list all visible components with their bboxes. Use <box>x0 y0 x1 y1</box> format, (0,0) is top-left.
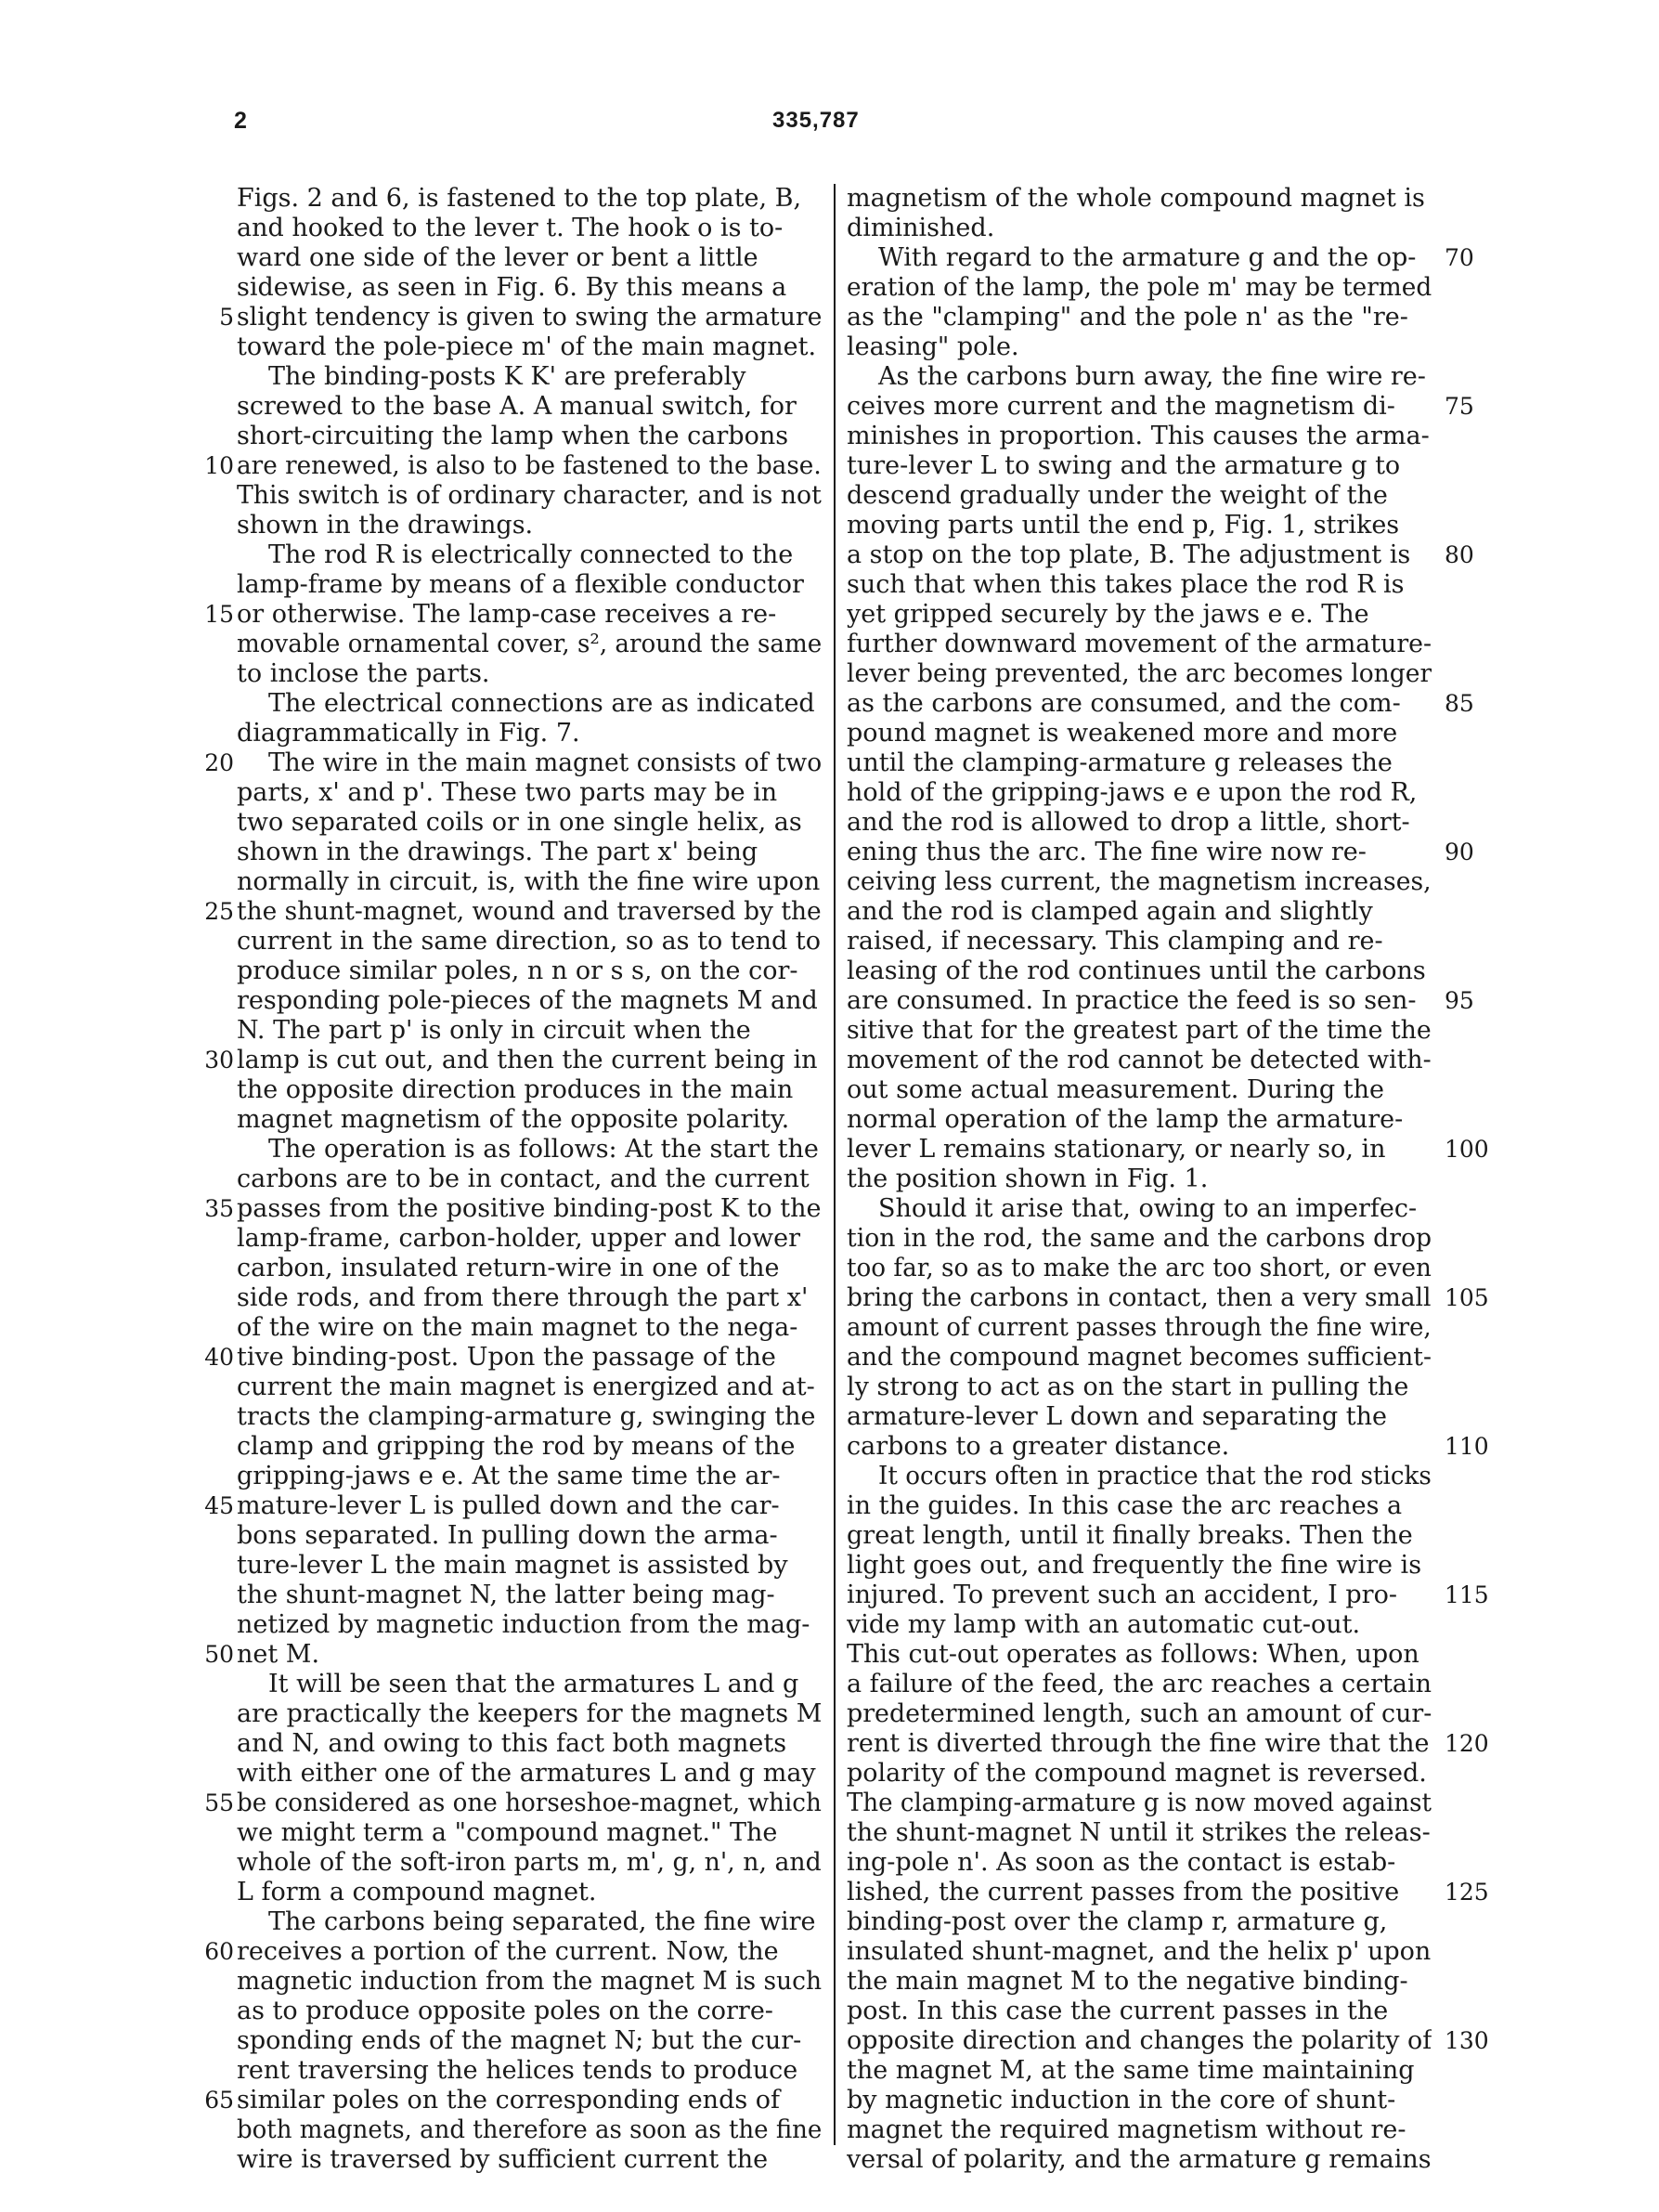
text-line <box>847 1967 1432 1997</box>
text-line <box>847 778 1432 808</box>
text-line <box>237 2056 822 2086</box>
text-line-content: bons separated. In pulling down the arma- <box>237 1521 778 1550</box>
text-line <box>847 927 1432 956</box>
text-line <box>237 1105 822 1135</box>
text-line <box>847 1818 1432 1848</box>
text-line <box>847 481 1432 511</box>
text-line <box>237 481 822 511</box>
text-line <box>237 689 822 719</box>
text-line <box>847 511 1432 540</box>
text-line-content: as to produce opposite poles on the corre- <box>237 1997 773 2025</box>
column-divider <box>834 184 836 2145</box>
text-line-content: magnetism of the whole compound magnet is <box>847 184 1425 213</box>
text-line-content: shown in the drawings. The part x' being <box>237 838 758 866</box>
text-line <box>847 1462 1432 1491</box>
text-line <box>237 630 822 659</box>
text-line-content: binding-post over the clamp r, armature g, <box>847 1907 1388 1936</box>
text-line <box>237 540 822 570</box>
text-line-content: and the compound magnet becomes sufficient- <box>847 1343 1432 1372</box>
text-line-content: The electrical connections are as indicated <box>268 689 815 718</box>
text-line-content: yet gripped securely by the jaws e e. The <box>847 600 1369 629</box>
text-line <box>237 1046 822 1075</box>
text-line <box>237 332 822 362</box>
text-line <box>237 1402 822 1432</box>
text-line-content: tive binding-post. Upon the passage of the <box>237 1343 776 1372</box>
text-line-content: whole of the soft-iron parts m, m', g, n', n, and <box>237 1848 822 1877</box>
text-line-content: light goes out, and frequently the fine wire is <box>847 1551 1422 1580</box>
text-line-content: as the "clamping" and the pole n' as the "re- <box>847 303 1408 332</box>
margin-line-number: 5 <box>219 304 234 331</box>
text-line-content: tracts the clamping-armature g, swinging the <box>237 1402 816 1431</box>
text-line <box>237 1759 822 1789</box>
text-line <box>847 1046 1432 1075</box>
text-line-content: shown in the drawings. <box>237 511 534 540</box>
text-line <box>847 243 1432 273</box>
text-line-content: great length, until it finally breaks. Then the <box>847 1521 1413 1550</box>
text-line-content: similar poles on the corresponding ends of <box>237 2086 781 2114</box>
text-line <box>847 1135 1432 1165</box>
text-line <box>237 273 822 303</box>
text-line <box>237 867 822 897</box>
text-line-content: net M. <box>237 1640 320 1669</box>
text-line <box>847 1313 1432 1343</box>
text-line-content: N. The part p' is only in circuit when the <box>237 1016 751 1045</box>
text-line-content: lamp-frame by means of a flexible conductor <box>237 570 804 599</box>
text-line-content: ing-pole n'. As soon as the contact is estab- <box>847 1848 1396 1877</box>
text-line-content: mature-lever L is pulled down and the car- <box>237 1491 780 1520</box>
text-line-content: lever L remains stationary, or nearly so, in <box>847 1135 1386 1164</box>
text-line <box>237 1699 822 1729</box>
margin-line-number: 90 <box>1445 839 1474 865</box>
text-line-content: pound magnet is weakened more and more <box>847 719 1398 748</box>
text-line <box>847 1581 1432 1610</box>
text-line <box>237 2145 822 2175</box>
text-line-content: leasing" pole. <box>847 332 1019 361</box>
text-line-content: parts, x' and p'. These two parts may be in <box>237 778 778 807</box>
text-line <box>237 1967 822 1997</box>
margin-line-number: 50 <box>204 1641 234 1668</box>
text-line-content: slight tendency is given to swing the armature <box>237 303 822 332</box>
margin-line-number: 40 <box>204 1344 234 1371</box>
text-line-content: magnetic induction from the magnet M is such <box>237 1967 822 1996</box>
text-line-content: polarity of the compound magnet is reversed. <box>847 1759 1427 1788</box>
patent-number: 335,787 <box>772 108 860 133</box>
text-line <box>237 1165 822 1194</box>
text-line-content: moving parts until the end p, Fig. 1, strikes <box>847 511 1400 540</box>
text-line-content: ceives more current and the magnetism di- <box>847 392 1395 421</box>
text-line-content: clamp and gripping the rod by means of the <box>237 1432 796 1461</box>
text-line <box>847 1551 1432 1581</box>
text-line-content: too far, so as to make the arc too short, or even <box>847 1254 1432 1282</box>
text-line <box>847 1670 1432 1699</box>
text-line <box>847 332 1432 362</box>
text-line-content: are renewed, is also to be fastened to the base. <box>237 451 822 480</box>
text-line-content: two separated coils or in one single helix, as <box>237 808 802 837</box>
margin-line-number: 130 <box>1445 2027 1489 2054</box>
text-line-content: the position shown in Fig. 1. <box>847 1165 1209 1193</box>
text-line-content: we might term a "compound magnet." The <box>237 1818 778 1847</box>
text-line-content: Should it arise that, owing to an imperfec- <box>878 1194 1418 1223</box>
text-line <box>847 808 1432 838</box>
text-line <box>847 303 1432 332</box>
text-line <box>847 1105 1432 1135</box>
text-line-content: in the guides. In this case the arc reaches a <box>847 1491 1403 1520</box>
text-line <box>847 659 1432 689</box>
text-line-content: or otherwise. The lamp-case receives a re- <box>237 600 777 629</box>
text-line <box>237 1313 822 1343</box>
text-line <box>237 1135 822 1165</box>
text-line <box>847 2056 1432 2086</box>
text-line-content: responding pole-pieces of the magnets M and <box>237 986 818 1015</box>
text-line <box>237 422 822 451</box>
text-line-content: short-circuiting the lamp when the carbons <box>237 422 789 450</box>
text-line <box>237 986 822 1016</box>
text-line <box>237 184 822 214</box>
text-line <box>237 1462 822 1491</box>
margin-line-number: 110 <box>1445 1433 1489 1460</box>
text-line-content: This switch is of ordinary character, and is not <box>237 481 822 510</box>
text-line <box>847 1432 1432 1462</box>
text-line-content: versal of polarity, and the armature g remains <box>847 2145 1432 2174</box>
text-line <box>847 2026 1432 2056</box>
text-line-content: insulated shunt-magnet, and the helix p' upon <box>847 1937 1432 1966</box>
margin-line-number: 25 <box>204 898 234 925</box>
text-line-content: ly strong to act as on the start in pulling the <box>847 1373 1409 1401</box>
text-line-content: ture-lever L the main magnet is assisted by <box>237 1551 788 1580</box>
text-line-content: receives a portion of the current. Now, the <box>237 1937 779 1966</box>
text-line <box>847 1610 1432 1640</box>
text-line <box>847 1907 1432 1937</box>
text-line-content: current in the same direction, so as to tend to <box>237 927 821 956</box>
margin-line-number: 120 <box>1445 1730 1489 1757</box>
text-line-content: The binding-posts K K' are preferably <box>268 362 746 391</box>
right-text-column <box>847 184 1432 2174</box>
text-line <box>237 897 822 927</box>
left-text-column <box>237 184 822 2174</box>
text-line-content: lished, the current passes from the positive <box>847 1878 1400 1906</box>
text-line-content: side rods, and from there through the part x' <box>237 1283 809 1312</box>
margin-line-number: 35 <box>204 1195 234 1222</box>
text-line-content: the opposite direction produces in the main <box>237 1075 794 1104</box>
text-line <box>237 1818 822 1848</box>
text-line <box>847 1789 1432 1818</box>
text-line-content: descend gradually under the weight of the <box>847 481 1388 510</box>
text-line-content: screwed to the base A. A manual switch, for <box>237 392 797 421</box>
text-line-content: minishes in proportion. This causes the arma- <box>847 422 1430 450</box>
text-line <box>847 719 1432 748</box>
text-line-content: the shunt-magnet N, the latter being mag- <box>237 1581 775 1609</box>
text-line-content: magnet magnetism of the opposite polarity. <box>237 1105 790 1134</box>
text-line <box>847 1224 1432 1254</box>
text-line-content: The clamping-armature g is now moved against <box>847 1789 1432 1817</box>
text-line <box>847 1075 1432 1105</box>
text-line <box>237 1016 822 1046</box>
text-line-content: produce similar poles, n n or s s, on the cor- <box>237 956 798 985</box>
text-line <box>847 1283 1432 1313</box>
text-line-content: ening thus the arc. The fine wire now re- <box>847 838 1367 866</box>
text-line <box>847 600 1432 630</box>
text-line <box>237 392 822 422</box>
margin-line-number: 15 <box>204 601 234 628</box>
text-line <box>237 927 822 956</box>
text-line-content: until the clamping-armature g releases the <box>847 748 1393 777</box>
text-line <box>847 392 1432 422</box>
text-line <box>237 838 822 867</box>
text-line <box>847 1729 1432 1759</box>
text-line-content: of the wire on the main magnet to the nega- <box>237 1313 798 1342</box>
text-line <box>847 184 1432 214</box>
text-line-content: The carbons being separated, the fine wire <box>268 1907 816 1936</box>
text-line <box>237 1373 822 1402</box>
text-line-content: the main magnet M to the negative binding- <box>847 1967 1408 1996</box>
text-line-content: normal operation of the lamp the armature- <box>847 1105 1404 1134</box>
text-line-content: eration of the lamp, the pole m' may be termed <box>847 273 1432 302</box>
text-line-content: and hooked to the lever t. The hook o is to- <box>237 214 784 242</box>
text-line-content: rent traversing the helices tends to produce <box>237 2056 798 2085</box>
text-line-content: vide my lamp with an automatic cut-out. <box>847 1610 1361 1639</box>
text-line <box>847 1254 1432 1283</box>
text-line <box>847 2086 1432 2115</box>
margin-line-number: 125 <box>1445 1879 1489 1906</box>
text-line <box>237 2026 822 2056</box>
text-line-content: movable ornamental cover, s², around the same <box>237 630 822 658</box>
text-line <box>237 778 822 808</box>
text-line <box>237 719 822 748</box>
text-line-content: by magnetic induction in the core of shunt- <box>847 2086 1396 2114</box>
text-line-content: hold of the gripping-jaws e e upon the rod R, <box>847 778 1418 807</box>
text-line-content: amount of current passes through the fine wire, <box>847 1313 1432 1342</box>
text-line <box>847 748 1432 778</box>
text-line-content: magnet the required magnetism without re- <box>847 2115 1406 2144</box>
text-line <box>237 1610 822 1640</box>
text-line-content: It occurs often in practice that the rod sticks <box>878 1462 1432 1490</box>
text-line <box>237 808 822 838</box>
text-line <box>237 570 822 600</box>
text-line-content: diminished. <box>847 214 995 242</box>
text-line-content: lamp-frame, carbon-holder, upper and lower <box>237 1224 800 1253</box>
margin-line-number: 65 <box>204 2087 234 2114</box>
text-line <box>237 2086 822 2115</box>
text-line <box>237 1194 822 1224</box>
text-line <box>847 362 1432 392</box>
text-line <box>847 838 1432 867</box>
text-line-content: the shunt-magnet N until it strikes the releas- <box>847 1818 1431 1847</box>
text-line <box>237 2115 822 2145</box>
text-line-content: armature-lever L down and separating the <box>847 1402 1387 1431</box>
text-line <box>237 1432 822 1462</box>
text-line-content: sitive that for the greatest part of the time the <box>847 1016 1432 1045</box>
text-line <box>237 1878 822 1907</box>
text-line <box>847 1759 1432 1789</box>
text-line <box>237 748 822 778</box>
text-line <box>847 689 1432 719</box>
text-line <box>847 1194 1432 1224</box>
text-line <box>847 956 1432 986</box>
text-line <box>847 1491 1432 1521</box>
text-line <box>847 897 1432 927</box>
margin-line-number: 45 <box>204 1492 234 1519</box>
text-line <box>237 303 822 332</box>
text-line-content: opposite direction and changes the polarity of <box>847 2026 1432 2055</box>
page-number: 2 <box>234 108 247 134</box>
text-line-content: are consumed. In practice the feed is so sen- <box>847 986 1417 1015</box>
text-line <box>237 1521 822 1551</box>
text-line <box>847 986 1432 1016</box>
text-line <box>237 511 822 540</box>
text-line-content: ceiving less current, the magnetism increases, <box>847 867 1432 896</box>
text-line-content: carbons are to be in contact, and the current <box>237 1165 810 1193</box>
text-line <box>847 1343 1432 1373</box>
margin-line-number: 30 <box>204 1047 234 1073</box>
text-line-content: are practically the keepers for the magnets M <box>237 1699 822 1728</box>
text-line-content: post. In this case the current passes in the <box>847 1997 1389 2025</box>
text-line <box>237 1670 822 1699</box>
text-line-content: a stop on the top plate, B. The adjustment is <box>847 540 1411 569</box>
text-line-content: wire is traversed by sufficient current the <box>237 2145 769 2174</box>
text-line-content: rent is diverted through the fine wire that the <box>847 1729 1430 1758</box>
text-line-content: With regard to the armature g and the op- <box>878 243 1417 272</box>
margin-line-number: 85 <box>1445 690 1474 717</box>
text-line-content: such that when this takes place the rod R is <box>847 570 1405 599</box>
text-line <box>237 1729 822 1759</box>
text-line <box>237 1997 822 2026</box>
text-line-content: to inclose the parts. <box>237 659 490 688</box>
text-line <box>237 1254 822 1283</box>
margin-line-number: 105 <box>1445 1284 1489 1311</box>
text-line <box>237 1789 822 1818</box>
text-line <box>237 362 822 392</box>
text-line-content: tion in the rod, the same and the carbons drop <box>847 1224 1432 1253</box>
text-line-content: movement of the rod cannot be detected with- <box>847 1046 1432 1074</box>
text-line <box>237 451 822 481</box>
text-line-content: carbons to a greater distance. <box>847 1432 1230 1461</box>
text-line-content: The operation is as follows: At the start the <box>268 1135 819 1164</box>
margin-line-number: 115 <box>1445 1581 1489 1608</box>
text-line <box>847 1937 1432 1967</box>
text-line-content: lever being prevented, the arc becomes longer <box>847 659 1432 688</box>
text-line <box>847 1997 1432 2026</box>
text-line-content: out some actual measurement. During the <box>847 1075 1384 1104</box>
text-line-content: a failure of the feed, the arc reaches a certain <box>847 1670 1432 1698</box>
margin-line-number: 95 <box>1445 987 1474 1014</box>
margin-line-number: 60 <box>204 1938 234 1965</box>
text-line-content: ward one side of the lever or bent a little <box>237 243 758 272</box>
text-line <box>847 273 1432 303</box>
text-line <box>847 1165 1432 1194</box>
margin-line-number: 75 <box>1445 393 1474 420</box>
text-line-content: It will be seen that the armatures L and g <box>268 1670 799 1698</box>
text-line-content: netized by magnetic induction from the mag- <box>237 1610 810 1639</box>
text-line <box>237 956 822 986</box>
margin-line-number: 10 <box>204 452 234 479</box>
text-line-content: sponding ends of the magnet N; but the cur- <box>237 2026 802 2055</box>
text-line <box>847 2145 1432 2175</box>
text-line <box>237 1343 822 1373</box>
text-line-content: as the carbons are consumed, and the com- <box>847 689 1401 718</box>
margin-line-number: 80 <box>1445 541 1474 568</box>
text-line <box>847 1373 1432 1402</box>
text-line <box>237 659 822 689</box>
text-line-content: ture-lever L to swing and the armature g to <box>847 451 1401 480</box>
text-line-content: toward the pole-piece m' of the main magnet. <box>237 332 817 361</box>
text-line-content: both magnets, and therefore as soon as the fine <box>237 2115 822 2144</box>
text-line <box>847 570 1432 600</box>
text-line-content: injured. To prevent such an accident, I pro- <box>847 1581 1397 1609</box>
text-line <box>237 1551 822 1581</box>
text-line <box>847 1402 1432 1432</box>
text-line <box>237 1937 822 1967</box>
text-line <box>237 1581 822 1610</box>
margin-line-number: 20 <box>204 749 234 776</box>
text-line-content: lamp is cut out, and then the current being in <box>237 1046 818 1074</box>
text-line-content: passes from the positive binding-post K to the <box>237 1194 822 1223</box>
text-line-content: normally in circuit, is, with the fine wire upon <box>237 867 821 896</box>
text-line <box>847 1878 1432 1907</box>
text-line-content: This cut-out operates as follows: When, upon <box>847 1640 1419 1669</box>
text-line <box>847 2115 1432 2145</box>
text-line <box>847 214 1432 243</box>
text-line-content: and the rod is clamped again and slightly <box>847 897 1373 926</box>
text-line <box>237 1640 822 1670</box>
text-line-content: gripping-jaws e e. At the same time the ar- <box>237 1462 781 1490</box>
text-line <box>847 422 1432 451</box>
text-line <box>847 1521 1432 1551</box>
text-line-content: predetermined length, such an amount of cur- <box>847 1699 1432 1728</box>
text-line-content: The rod R is electrically connected to the <box>268 540 794 569</box>
text-line-content: sidewise, as seen in Fig. 6. By this means a <box>237 273 787 302</box>
text-line <box>237 1075 822 1105</box>
text-line <box>237 600 822 630</box>
text-line <box>847 1699 1432 1729</box>
text-line-content: with either one of the armatures L and g may <box>237 1759 816 1788</box>
text-line <box>237 1491 822 1521</box>
text-line <box>847 1848 1432 1878</box>
text-line-content: be considered as one horseshoe-magnet, which <box>237 1789 822 1817</box>
text-line-content: the shunt-magnet, wound and traversed by the <box>237 897 822 926</box>
text-line-content: carbon, insulated return-wire in one of the <box>237 1254 780 1282</box>
text-line-content: raised, if necessary. This clamping and re- <box>847 927 1383 956</box>
text-line <box>847 451 1432 481</box>
text-line-content: the magnet M, at the same time maintaining <box>847 2056 1415 2085</box>
text-line-content: L form a compound magnet. <box>237 1878 597 1906</box>
text-line-content: leasing of the rod continues until the carbons <box>847 956 1426 985</box>
text-line-content: further downward movement of the armature- <box>847 630 1432 658</box>
text-line <box>847 1016 1432 1046</box>
text-line-content: As the carbons burn away, the fine wire re- <box>878 362 1426 391</box>
text-line <box>847 1640 1432 1670</box>
text-line-content: diagrammatically in Fig. 7. <box>237 719 580 748</box>
text-line <box>237 1283 822 1313</box>
margin-line-number: 55 <box>204 1789 234 1816</box>
text-line-content: and N, and owing to this fact both magnets <box>237 1729 787 1758</box>
text-line <box>847 540 1432 570</box>
text-line <box>847 867 1432 897</box>
text-line <box>237 243 822 273</box>
margin-line-number: 70 <box>1445 244 1474 271</box>
text-line <box>847 630 1432 659</box>
margin-line-number: 100 <box>1445 1136 1489 1163</box>
text-line <box>237 214 822 243</box>
text-line-content: The wire in the main magnet consists of two <box>268 748 822 777</box>
text-line-content: Figs. 2 and 6, is fastened to the top plate, B, <box>237 184 802 213</box>
text-line-content: bring the carbons in contact, then a very small <box>847 1283 1432 1312</box>
text-line-content: and the rod is allowed to drop a little, short- <box>847 808 1410 837</box>
text-line <box>237 1848 822 1878</box>
text-line-content: current the main magnet is energized and at- <box>237 1373 815 1401</box>
text-line <box>237 1907 822 1937</box>
text-line <box>237 1224 822 1254</box>
